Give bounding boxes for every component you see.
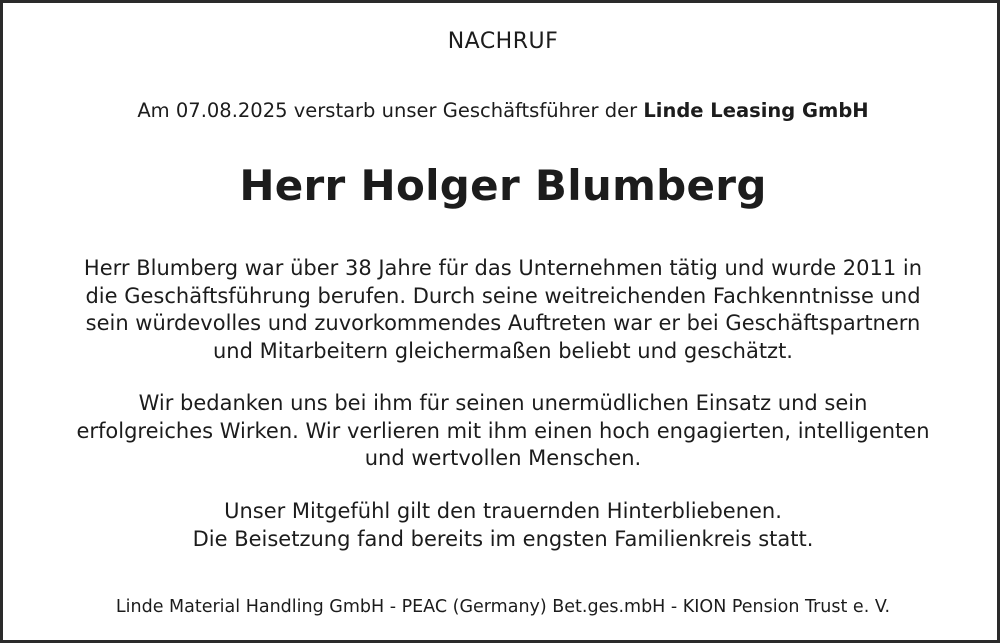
paragraph-career [3, 255, 1000, 365]
signatories-footer: Linde Material Handling GmbH - PEAC (Germany) Bet.ges.mbH - KION Pension Trust e. V. [115, 597, 891, 617]
paragraph-line: und wertvollen Menschen. [364, 446, 642, 470]
intro-line [3, 99, 1000, 122]
obituary-heading: NACHRUF [447, 29, 559, 54]
paragraph-line: die Geschäftsführung berufen. Durch seine weitreichenden Fachkenntnisse und [85, 283, 921, 308]
paragraph-line: erfolgreiches Wirken. Wir verlieren mit ihm einen hoch engagierten, intelligenten [76, 418, 930, 443]
company-name: Linde Leasing GmbH [643, 99, 869, 122]
paragraph-line: Wir bedanken uns bei ihm für seinen unermüdlichen Einsatz und sein [138, 391, 868, 415]
intro-text: Am 07.08.2025 verstarb unser Geschäftsführer der [137, 99, 644, 122]
paragraph-line: sein würdevolles und zuvorkommendes Auftreten war er bei Geschäftspartnern [85, 311, 921, 335]
paragraph-line: und Mitarbeitern gleichermaßen beliebt und geschätzt. [212, 338, 793, 363]
paragraph-line: Unser Mitgefühl gilt den trauernden Hinterbliebenen. [224, 499, 782, 523]
paragraph-condolence [3, 498, 1000, 553]
paragraph-line: Die Beisetzung fand bereits im engsten Familienkreis statt. [192, 526, 814, 551]
paragraph-thanks [3, 390, 1000, 473]
paragraph-line: Herr Blumberg war über 38 Jahre für das Unternehmen tätig und wurde 2011 in [83, 256, 923, 280]
deceased-name: Herr Holger Blumberg [239, 161, 767, 210]
